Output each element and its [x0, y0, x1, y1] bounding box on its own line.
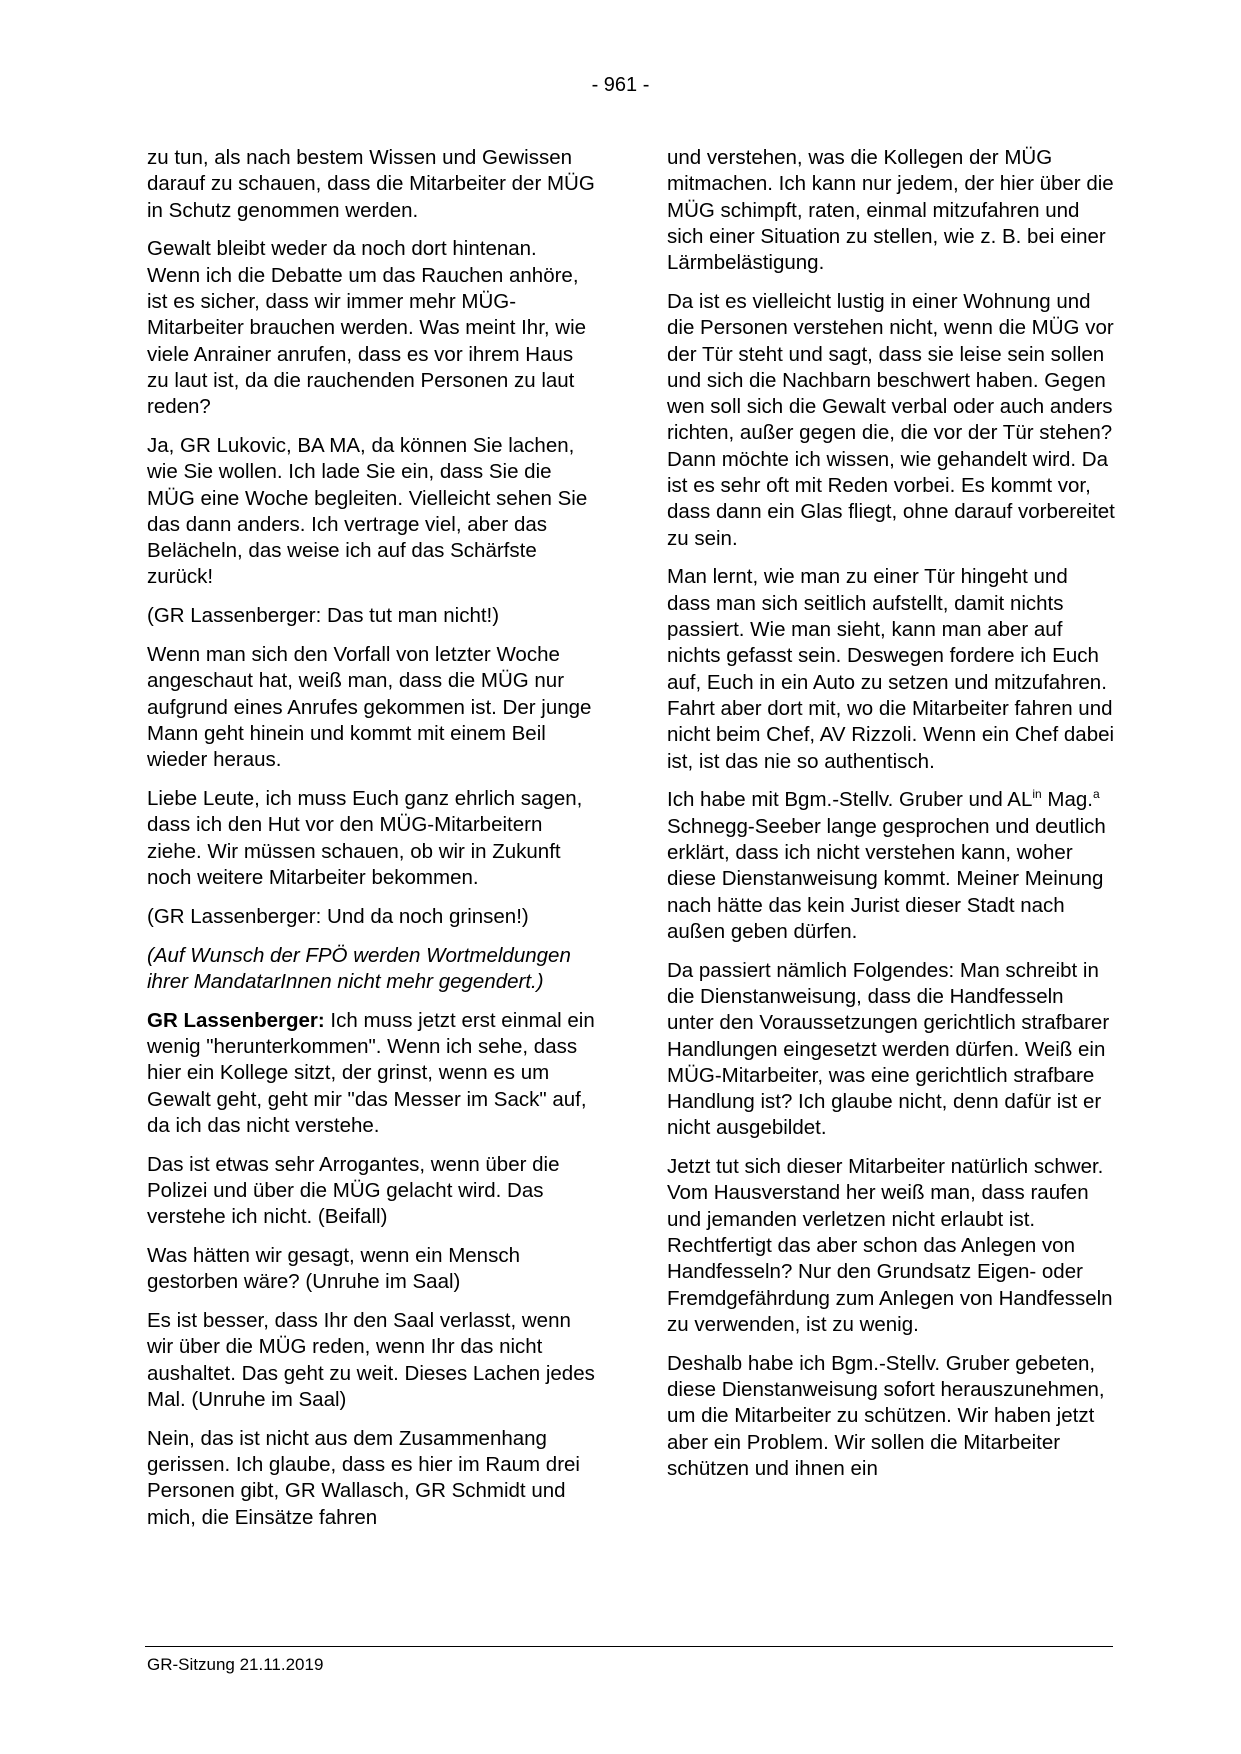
paragraph: Was hätten wir gesagt, wenn ein Mensch gestorben wäre? (Unruhe im Saal) — [147, 1243, 520, 1294]
interjection: (GR Lassenberger: Und da noch grinsen!) — [147, 904, 529, 928]
text-span: Mag. — [1041, 788, 1094, 812]
speaker-name: GR Lassenberger: — [147, 1008, 325, 1032]
paragraph: Wenn man sich den Vorfall von letzter Woche angeschaut hat, weiß man, dass die MÜG nur aufgrund eines Anrufes gekommen ist. Der junge Mann geht hinein und kommt mit einem Beil wieder heraus. — [147, 643, 592, 772]
paragraph: Das ist etwas sehr Arrogantes, wenn über die Polizei und über die MÜG gelacht wird. Das verstehe ich nicht. (Beifall) — [147, 1152, 560, 1229]
paragraph: Man lernt, wie man zu einer Tür hingeht und dass man sich seitlich aufstellt, damit nichts passiert. Wie man sieht, kann man aber auf nichts gefasst sein. Deswegen fordere ich Euch auf, Euch in ein Auto zu setzen und mitzufahren. Fahrt aber dort mit, wo die Mitarbeiter fahren und nicht beim Chef, AV Rizzoli. Wenn ein Chef dabei ist, ist das nie so authentisch. — [667, 565, 1115, 773]
editorial-note: (Auf Wunsch der FPÖ werden Wortmeldungen ihrer MandatarInnen nicht mehr gegendert.) — [147, 943, 571, 993]
paragraph: Da passiert nämlich Folgendes: Man schreibt in die Dienstanweisung, dass die Handfesseln unter den Voraussetzungen gerichtlich strafbarer Handlungen eingesetzt werden dürfen. Weiß ein MÜG-Mitarbeiter, was eine gerichtlich strafbare Handlung ist? Ich glaube nicht, denn dafür ist er nicht ausgebildet. — [667, 958, 1110, 1140]
paragraph: Es ist besser, dass Ihr den Saal verlasst, wenn wir über die MÜG reden, wenn Ihr das nicht aushaltet. Das geht zu weit. Dieses Lachen jedes Mal. (Unruhe im Saal) — [147, 1309, 595, 1411]
right-column — [667, 145, 1115, 1495]
paragraph: Liebe Leute, ich muss Euch ganz ehrlich sagen, dass ich den Hut vor den MÜG-Mitarbeitern ziehe. Wir müssen schauen, ob wir in Zukunft noch weitere Mitarbeiter bekommen. — [147, 787, 583, 889]
paragraph: zu tun, als nach bestem Wissen und Gewissen darauf zu schauen, dass die Mitarbeiter der MÜG in Schutz genommen werden. — [147, 146, 595, 222]
footer-session-date: GR-Sitzung 21.11.2019 — [147, 1655, 324, 1674]
page-number: - 961 - — [591, 74, 650, 96]
superscript: a — [1093, 787, 1100, 802]
speaker-text: Ich muss jetzt erst einmal ein wenig "herunterkommen". Wenn ich sehe, dass hier ein Kollege sitzt, der grinst, wenn es um Gewalt geht, geht mir "das Messer im Sack" auf, da ich das nicht verstehe. — [147, 1008, 595, 1137]
speaker-paragraph — [147, 1008, 595, 1139]
left-column — [147, 145, 595, 1543]
paragraph: Da ist es vielleicht lustig in einer Wohnung und die Personen verstehen nicht, wenn die MÜG vor der Tür steht und sagt, dass sie leise sein sollen und sich die Nachbarn beschwert haben. Gegen wen soll sich die Gewalt verbal oder auch anders richten, außer gegen die, die vor der Tür stehen? Dann möchte ich wissen, wie gehandelt wird. Da ist es sehr oft mit Reden vorbei. Es kommt vor, dass dann ein Glas fliegt, ohne darauf vorbereitet zu sein. — [667, 289, 1115, 550]
paragraph: Nein, das ist nicht aus dem Zusammenhang gerissen. Ich glaube, dass es hier im Raum drei Personen gibt, GR Wallasch, GR Schmidt und mich, die Einsätze fahren — [147, 1426, 580, 1529]
footer-divider — [145, 1646, 1113, 1647]
superscript: in — [1032, 787, 1042, 802]
paragraph: und verstehen, was die Kollegen der MÜG mitmachen. Ich kann nur jedem, der hier über die MÜG schimpft, raten, einmal mitzufahren und sich einer Situation zu stellen, wie z. B. bei einer Lärmbelästigung. — [667, 146, 1114, 275]
paragraph: Deshalb habe ich Bgm.-Stellv. Gruber gebeten, diese Dienstanweisung sofort herauszunehmen, um die Mitarbeiter zu schützen. Wir haben jetzt aber ein Problem. Wir sollen die Mitarbeiter schützen und ihnen ein — [667, 1351, 1105, 1480]
paragraph: Ja, GR Lukovic, BA MA, da können Sie lachen, wie Sie wollen. Ich lade Sie ein, dass Sie die MÜG eine Woche begleiten. Vielleicht sehen Sie das dann anders. Ich vertrage viel, aber das Belächeln, das weise ich auf das Schärfste zurück! — [147, 433, 588, 589]
paragraph: Gewalt bleibt weder da noch dort hintenan. Wenn ich die Debatte um das Rauchen anhöre, ist es sicher, dass wir immer mehr MÜG-Mitarbeiter brauchen werden. Was meint Ihr, wie viele Anrainer anrufen, dass es vor ihrem Haus zu laut ist, da die rauchenden Personen zu laut reden? — [147, 237, 587, 419]
interjection: (GR Lassenberger: Das tut man nicht!) — [147, 604, 500, 628]
text-span: Ich habe mit Bgm.-Stellv. Gruber und AL — [667, 788, 1033, 812]
paragraph: Jetzt tut sich dieser Mitarbeiter natürlich schwer. Vom Hausverstand her weiß man, dass raufen und jemanden verletzen nicht erlaubt ist. Rechtfertigt das aber schon das Anlegen von Handfesseln? Nur den Grundsatz Eigen- oder Fremdgefährdung zum Anlegen von Handfesseln zu verwenden, ist zu wenig. — [667, 1155, 1113, 1336]
paragraph — [667, 787, 1115, 945]
text-span: Schnegg-Seeber lange gesprochen und deutlich erklärt, dass ich nicht verstehen kann, woher diese Dienstanweisung kommt. Meiner Meinung nach hätte das kein Jurist dieser Stadt nach außen geben dürfen. — [667, 814, 1106, 943]
